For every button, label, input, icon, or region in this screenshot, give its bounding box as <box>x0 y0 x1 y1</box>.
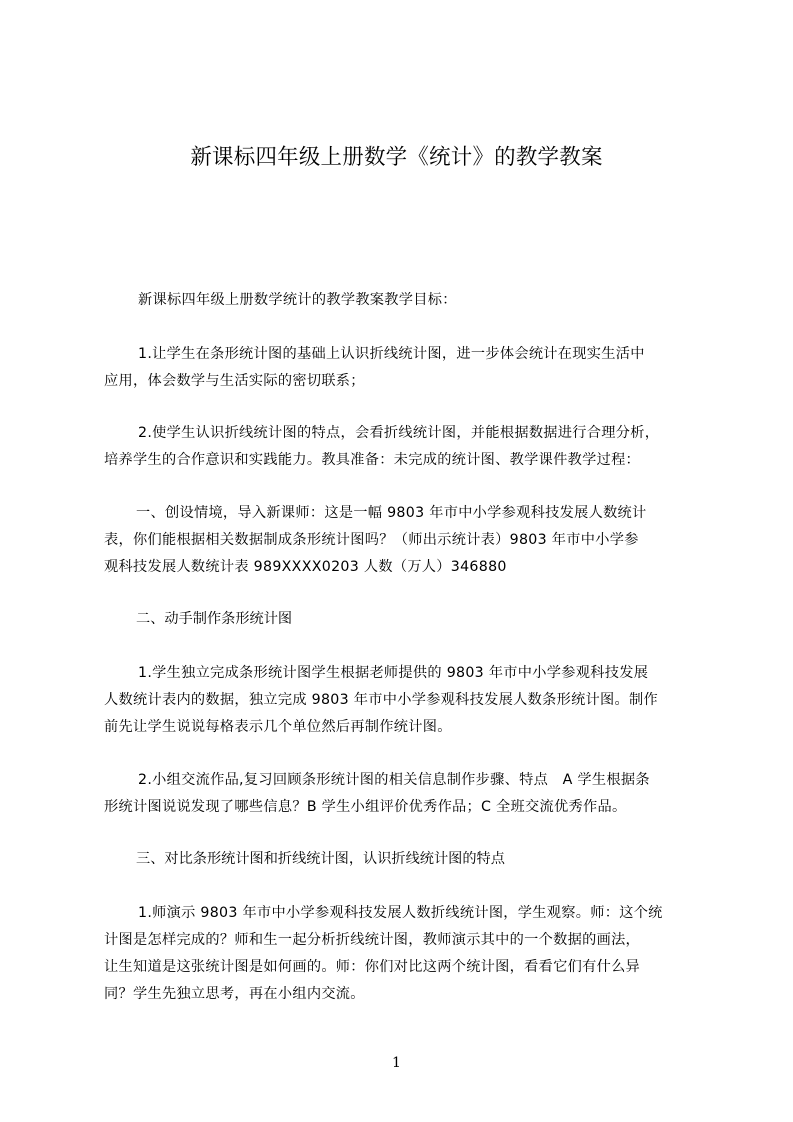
text-line: 培养学生的合作意识和实践能力。教具准备：未完成的统计图、教学课件教学过程： <box>104 452 641 468</box>
text-line: 人数统计表内的数据，独立完成 9803 年市中小学参观科技发展人数条形统计图。制作 <box>104 692 658 708</box>
section-two-item-2 <box>104 767 704 821</box>
text-line: 一、创设情境，导入新课师：这是一幅 9803 年市中小学参观科技发展人数统计 <box>136 505 647 521</box>
text-line: 形统计图说说发现了哪些信息？B 学生小组评价优秀作品；C 全班交流优秀作品。 <box>104 799 627 815</box>
text-line: 表，你们能根据相关数据制成条形统计图吗？（师出示统计表）9803 年市中小学参 <box>104 532 639 548</box>
section-three-heading: 三、对比条形统计图和折线统计图，认识折线统计图的特点 <box>136 851 505 867</box>
goal-2-paragraph <box>104 420 704 474</box>
intro-paragraph <box>104 287 704 314</box>
text-line: 1.师演示 9803 年市中小学参观科技发展人数折线统计图，学生观察。师：这个统 <box>138 905 663 921</box>
text-line: 计图是怎样完成的？师和生一起分析折线统计图，教师演示其中的一个数据的画法， <box>104 932 641 948</box>
text-line: 2.使学生认识折线统计图的特点，会看折线统计图，并能根据数据进行合理分析， <box>138 425 660 441</box>
text-line: 新课标四年级上册数学统计的教学教案教学目标： <box>138 292 457 308</box>
text-line: 1.学生独立完成条形统计图学生根据老师提供的 9803 年市中小学参观科技发展 <box>138 665 649 681</box>
text-line: 观科技发展人数统计表 989XXXX0203 人数（万人）346880 <box>104 559 507 575</box>
text-line: 1.让学生在条形统计图的基础上认识折线统计图，进一步体会统计在现实生活中 <box>138 346 645 362</box>
section-three-item-1 <box>104 900 704 1008</box>
text-line: 2.小组交流作品,复习回顾条形统计图的相关信息制作步骤、特点 A 学生根据条 <box>138 772 650 788</box>
section-two-heading: 二、动手制作条形统计图 <box>136 611 293 627</box>
text-line: 同？学生先独立思考，再在小组内交流。 <box>104 986 365 1002</box>
text-line: 前先让学生说说每格表示几个单位然后再制作统计图。 <box>104 719 452 735</box>
section-two-item-1 <box>104 660 704 741</box>
text-line: 应用，体会数学与生活实际的密切联系； <box>104 373 365 389</box>
section-one-paragraph <box>104 500 704 581</box>
goal-1-paragraph <box>104 341 704 395</box>
document-title: 新课标四年级上册数学《统计》的教学教案 <box>190 145 603 170</box>
text-line: 让生知道是这张统计图是如何画的。师：你们对比这两个统计图，看看它们有什么异 <box>104 959 641 975</box>
page-number: 1 <box>392 1055 401 1071</box>
